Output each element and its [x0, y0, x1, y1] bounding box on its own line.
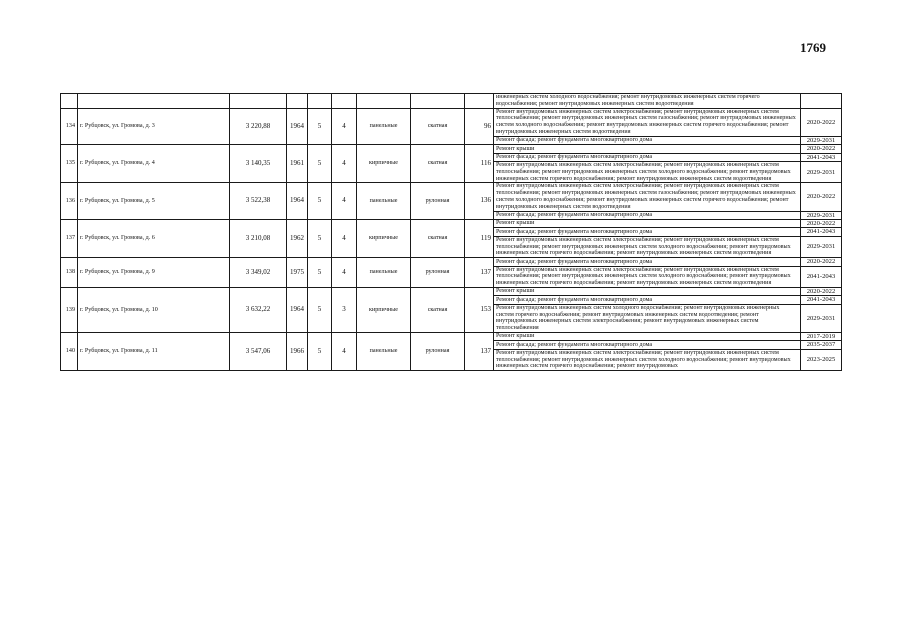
wall-material-cell: панельные: [357, 108, 411, 145]
table-row: [61, 145, 842, 153]
work-description-cell: Ремонт фасада; ремонт фундамента многоквартирного дома: [494, 153, 801, 161]
work-description-cell: Ремонт крыши: [494, 145, 801, 153]
wall-material-cell: [357, 94, 411, 109]
page-number: 1769: [800, 40, 826, 55]
row-number: 134: [61, 108, 78, 145]
period-cell: 2041-2043: [801, 153, 842, 161]
wall-material-cell: панельные: [357, 333, 411, 371]
year-cell: 1966: [287, 333, 308, 371]
floors-cell: 5: [308, 288, 332, 333]
row-number: 136: [61, 183, 78, 220]
entrances-cell: 4: [332, 220, 357, 258]
roof-type-cell: рулонная: [411, 183, 465, 220]
table-row: [61, 94, 842, 109]
period-cell: 2029-2031: [801, 211, 842, 219]
work-description-cell: Ремонт крыши: [494, 220, 801, 228]
entrances-cell: 4: [332, 145, 357, 183]
capital-repair-table: [60, 93, 842, 371]
period-cell: 2020-2022: [801, 108, 842, 136]
row-number: 139: [61, 288, 78, 333]
work-description-cell: Ремонт фасада; ремонт фундамента многоквартирного дома: [494, 228, 801, 236]
work-description-cell: Ремонт внутридомовых инженерных систем электроснабжения; ремонт внутридомовых инженерных систем теплоснабжения; ремонт внутридомовых инженерных систем холодного водоснабжения; ремонт внутридомовых инженерных систем горячего водоснабжения; ремонт внутридомовых инженерных систем водоотведения: [494, 266, 801, 287]
work-description-cell: Ремонт фасада; ремонт фундамента многоквартирного дома: [494, 211, 801, 219]
period-cell: 2020-2022: [801, 288, 842, 296]
residents-cell: [465, 94, 494, 109]
work-description-cell: Ремонт внутридомовых инженерных систем электроснабжения; ремонт внутридомовых инженерных систем теплоснабжения; ремонт внутридомовых инженерных систем газоснабжения; ремонт внутридомовых инженерных систем холодного водоснабжения; ремонт внутридомовых инженерных систем горячего водоснабжения; ремонт внутридомовых инженерных систем водоотведения: [494, 108, 801, 136]
period-cell: 2041-2043: [801, 296, 842, 304]
work-description-cell: Ремонт внутридомовых инженерных систем электроснабжения; ремонт внутридомовых инженерных систем теплоснабжения; ремонт внутридомовых инженерных систем холодного водоснабжения; ремонт внутридомовых инженерных систем горячего водоснабжения; ремонт внутридомовых инженерных систем водоотведения: [494, 162, 801, 183]
residents-cell: 96: [465, 108, 494, 145]
floors-cell: 5: [308, 333, 332, 371]
period-cell: 2029-2031: [801, 162, 842, 183]
wall-material-cell: панельные: [357, 258, 411, 288]
row-number: [61, 94, 78, 109]
work-description-cell: Ремонт фасада; ремонт фундамента многоквартирного дома: [494, 341, 801, 349]
residents-cell: 137: [465, 333, 494, 371]
table-row: [61, 108, 842, 136]
period-cell: 2017-2019: [801, 333, 842, 341]
row-number: 140: [61, 333, 78, 371]
year-cell: 1961: [287, 145, 308, 183]
floors-cell: 5: [308, 183, 332, 220]
address-cell: [78, 94, 230, 109]
entrances-cell: 3: [332, 288, 357, 333]
table-body: [61, 94, 842, 371]
floors-cell: 5: [308, 258, 332, 288]
area-cell: 3 349,02: [230, 258, 287, 288]
address-cell: г. Рубцовск, ул. Громова, д. 6: [78, 220, 230, 258]
period-cell: 2029-2031: [801, 136, 842, 144]
address-cell: г. Рубцовск, ул. Громова, д. 11: [78, 333, 230, 371]
floors-cell: [308, 94, 332, 109]
year-cell: 1975: [287, 258, 308, 288]
entrances-cell: [332, 94, 357, 109]
work-description-cell: Ремонт крыши: [494, 333, 801, 341]
address-cell: г. Рубцовск, ул. Громова, д. 10: [78, 288, 230, 333]
table-row: [61, 333, 842, 341]
address-cell: г. Рубцовск, ул. Громова, д. 3: [78, 108, 230, 145]
period-cell: [801, 94, 842, 109]
entrances-cell: 4: [332, 108, 357, 145]
roof-type-cell: скатная: [411, 108, 465, 145]
address-cell: г. Рубцовск, ул. Громова, д. 5: [78, 183, 230, 220]
area-cell: 3 522,38: [230, 183, 287, 220]
period-cell: 2029-2031: [801, 304, 842, 332]
work-description-cell: Ремонт фасада; ремонт фундамента многоквартирного дома: [494, 136, 801, 144]
wall-material-cell: панельные: [357, 183, 411, 220]
area-cell: 3 220,88: [230, 108, 287, 145]
roof-type-cell: [411, 94, 465, 109]
roof-type-cell: скатная: [411, 220, 465, 258]
area-cell: 3 632,22: [230, 288, 287, 333]
row-number: 138: [61, 258, 78, 288]
period-cell: 2020-2022: [801, 258, 842, 266]
work-description-cell: Ремонт внутридомовых инженерных систем электроснабжения; ремонт внутридомовых инженерных систем теплоснабжения; ремонт внутридомовых инженерных систем холодного водоснабжения; ремонт внутридомовых инженерных систем горячего водоснабжения; ремонт внутридомовых инженерных систем водоотведения: [494, 236, 801, 257]
residents-cell: 116: [465, 145, 494, 183]
work-description-cell: Ремонт крыши: [494, 288, 801, 296]
period-cell: 2020-2022: [801, 145, 842, 153]
table-row: [61, 220, 842, 228]
residents-cell: 153: [465, 288, 494, 333]
floors-cell: 5: [308, 108, 332, 145]
roof-type-cell: скатная: [411, 288, 465, 333]
year-cell: [287, 94, 308, 109]
residents-cell: 119: [465, 220, 494, 258]
residents-cell: 136: [465, 183, 494, 220]
work-description-cell: Ремонт внутридомовых инженерных систем электроснабжения; ремонт внутридомовых инженерных систем теплоснабжения; ремонт внутридомовых инженерных систем холодного водоснабжения; ремонт внутридомовых инженерных систем горячего водоснабжения; ремонт внутридомовых: [494, 349, 801, 370]
work-description-cell: Ремонт внутридомовых инженерных систем электроснабжения; ремонт внутридомовых инженерных систем теплоснабжения; ремонт внутридомовых инженерных систем газоснабжения; ремонт внутридомовых инженерных систем холодного водоснабжения; ремонт внутридомовых инженерных систем горячего водоснабжения; ремонт внутридомовых инженерных систем водоотведения: [494, 183, 801, 211]
period-cell: 2020-2022: [801, 183, 842, 211]
year-cell: 1964: [287, 108, 308, 145]
entrances-cell: 4: [332, 333, 357, 371]
table-row: [61, 183, 842, 211]
floors-cell: 5: [308, 145, 332, 183]
period-cell: 2041-2043: [801, 266, 842, 287]
floors-cell: 5: [308, 220, 332, 258]
address-cell: г. Рубцовск, ул. Громова, д. 4: [78, 145, 230, 183]
work-description-cell: инженерных систем холодного водоснабжения; ремонт внутридомовых инженерных систем горячего водоснабжения; ремонт внутридомовых инженерных систем водоотведения: [494, 94, 801, 109]
row-number: 137: [61, 220, 78, 258]
wall-material-cell: кирпичные: [357, 220, 411, 258]
roof-type-cell: рулонная: [411, 333, 465, 371]
table-row: [61, 288, 842, 296]
work-description-cell: Ремонт внутридомовых инженерных систем холодного водоснабжения; ремонт внутридомовых инженерных систем горячего водоснабжения; ремонт внутридомовых инженерных систем водоотведения; ремонт внутридомовых инженерных систем электроснабжения; ремонт внутридомовых инженерных систем теплоснабжения: [494, 304, 801, 332]
area-cell: 3 547,06: [230, 333, 287, 371]
year-cell: 1964: [287, 183, 308, 220]
area-cell: [230, 94, 287, 109]
year-cell: 1962: [287, 220, 308, 258]
address-cell: г. Рубцовск, ул. Громова, д. 9: [78, 258, 230, 288]
wall-material-cell: кирпичные: [357, 288, 411, 333]
period-cell: 2035-2037: [801, 341, 842, 349]
area-cell: 3 210,08: [230, 220, 287, 258]
wall-material-cell: кирпичные: [357, 145, 411, 183]
period-cell: 2041-2043: [801, 228, 842, 236]
entrances-cell: 4: [332, 258, 357, 288]
area-cell: 3 140,35: [230, 145, 287, 183]
entrances-cell: 4: [332, 183, 357, 220]
table-row: [61, 258, 842, 266]
roof-type-cell: рулонная: [411, 258, 465, 288]
residents-cell: 137: [465, 258, 494, 288]
period-cell: 2023-2025: [801, 349, 842, 370]
year-cell: 1964: [287, 288, 308, 333]
period-cell: 2029-2031: [801, 236, 842, 257]
period-cell: 2020-2022: [801, 220, 842, 228]
row-number: 135: [61, 145, 78, 183]
work-description-cell: Ремонт фасада; ремонт фундамента многоквартирного дома: [494, 258, 801, 266]
roof-type-cell: скатная: [411, 145, 465, 183]
work-description-cell: Ремонт фасада; ремонт фундамента многоквартирного дома: [494, 296, 801, 304]
